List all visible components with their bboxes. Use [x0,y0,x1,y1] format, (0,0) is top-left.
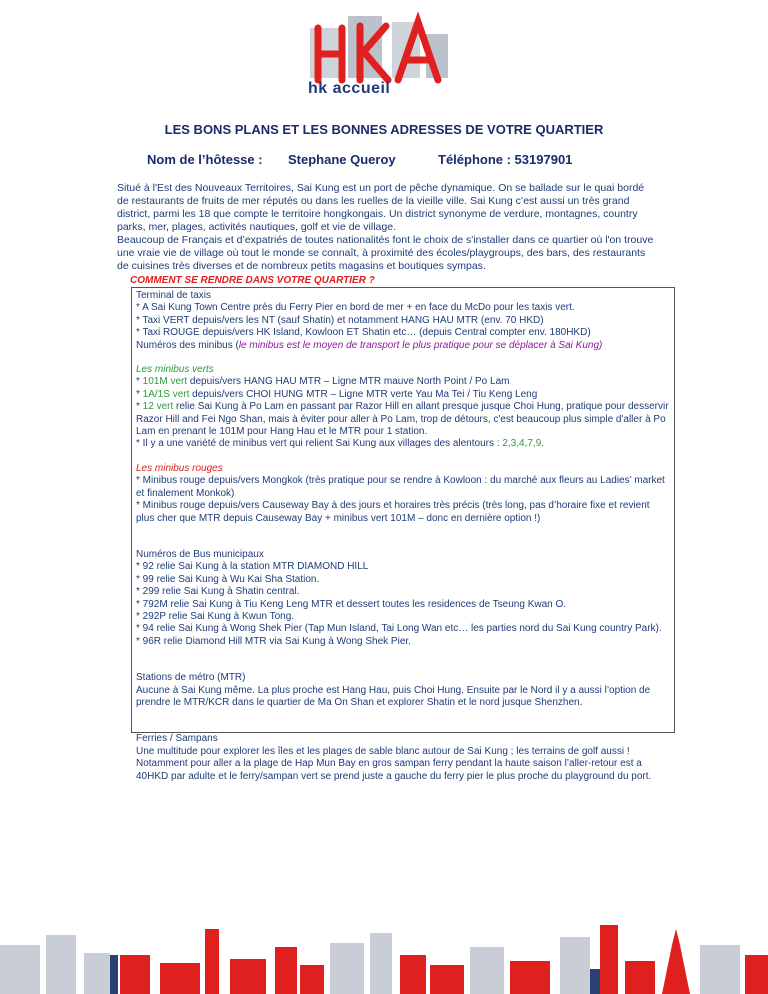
taxi-line: * Taxi ROUGE depuis/vers HK Island, Kowloon ET Shatin etc… (depuis Central compter env. 180HKD) [136,327,591,339]
hostess-phone: Téléphone : 53197901 [438,152,573,167]
green-minibus-line: * 12 vert relie Sai Kung à Po Lam en passant par Razor Hill en allant presque jusque Choi Hung, pratique pour desservir Razor Hill and Fei Ngo Shan, mais à éviter pour aller à Po Lam, trop de détours, c'est beaucoup plus simple d'aller à Po Lam en prenant le 101M pour Hang Hau et le MTR pour 1 station. [136,401,669,438]
minibus-intro [136,340,670,352]
section-heading: COMMENT SE RENDRE DANS VOTRE QUARTIER ? [130,275,375,286]
skyline-footer-image [0,925,768,994]
hka-logo-graphic [300,8,460,88]
red-minibus-line: * Minibus rouge depuis/vers Mongkok (très pratique pour se rendre à Kowloon : du marché aux fleurs au Ladies’ market et finalement Monkok) [136,475,665,499]
route-text: relie Sai Kung à Po Lam en passant par Razor Hill en allant presque jusque Choi Hung, pratique pour desservir Razor Hill and Fei Ngo Shan, mais à éviter pour aller à Po Lam, trop de détours, c'est beaucoup plus simple d'aller à Po Lam en prenant le 101M pour Hang Hau et le MTR pour 1 station. [136,401,669,438]
bus-title: Numéros de Bus municipaux [136,548,264,560]
minibus-note: le minibus est le moyen de transport le plus pratique pour se déplacer à Sai Kung) [238,339,603,351]
route-code: 1A/1S vert [142,388,190,400]
ferry-text: Une multitude pour explorer les îles et les plages de sable blanc autour de Sai Kung ; les terrains de golf aussi ! Notamment pour aller a la plage de Hap Mun Bay en gros sampan ferry pendant la haute saison l’aller-retour est a 40HKD par adulte et le ferry/sampan vert se prend juste a gauche du ferry pier le plus proche du playground du port. [136,745,652,782]
hostess-name: Stephane Queroy [288,152,396,167]
bus-line: * 292P relie Sai Kung à Kwun Tong. [136,610,295,622]
taxi-title: Terminal de taxis [136,290,212,301]
logo-text: hk accueil [308,80,391,97]
intro-paragraph: Situé à l'Est des Nouveaux Territoires, Sai Kung est un port de pêche dynamique. On se ballade sur le quai bordé de restaurants de fruits de mer réputés ou dans les ruelles de la vieille ville. Sai Kung c’est aussi un très grand district, parmi les 18 que compte le territoire hongkongais. Un district synonyme de verdure, montagnes, country parks, mer, plages, activités nautiques, golf et vie de village. [117,182,645,233]
green-minibus-line [136,438,670,450]
bus-line: * 792M relie Sai Kung à Tiu Keng Leng MTR et dessert toutes les residences de Tseung Kwan O. [136,598,567,610]
minibus-intro-label: Numéros des minibus ( [136,339,239,351]
bus-line: * 94 relie Sai Kung à Wong Shek Pier (Tap Mun Island, Tai Long Wan etc… les parties nord du Sai Kung country Park). [136,623,662,635]
transport-info-box [131,287,675,782]
ferry-title: Ferries / Sampans [136,733,218,745]
route-code: 101M vert [142,376,188,388]
intro-paragraph: Beaucoup de Français et d’expatriés de toutes nationalités font le choix de s'installer dans ce quartier où l'on trouve une vraie vie de village où tout le monde se connaît, à proximité des écoles/playgroups, des bars, des restaurants de cuisines très diverses et de nombreux petits magasins et boutiques sympas. [117,234,654,272]
page-title: LES BONS PLANS ET LES BONNES ADRESSES DE VOTRE QUARTIER [164,122,604,137]
route-codes: 2,3,4,7,9. [502,438,545,450]
green-minibus-line: * 1A/1S vert depuis/vers CHOI HUNG MTR – Ligne MTR verte Yau Ma Tei / Tiu Keng Leng [136,388,538,400]
route-text: depuis/vers CHOI HUNG MTR – Ligne MTR verte Yau Ma Tei / Tiu Keng Leng [189,388,538,400]
bus-line: * 92 relie Sai Kung à la station MTR DIAMOND HILL [136,561,369,573]
bus-line: * 299 relie Sai Kung à Shatin central. [136,586,300,598]
route-text: * Il y a une variété de minibus vert qui relient Sai Kung aux villages des alentours : [136,438,503,450]
route-code: 12 vert [142,401,174,413]
taxi-line: * A Sai Kung Town Centre près du Ferry Pier en bord de mer + en face du McDo pour les taxis vert. [136,302,575,314]
green-minibus-title: Les minibus verts [136,364,214,376]
route-text: depuis/vers HANG HAU MTR – Ligne MTR mauve North Point / Po Lam [187,376,510,388]
bus-line: * 96R relie Diamond Hill MTR via Sai Kung à Wong Shek Pier. [136,635,411,647]
red-minibus-title: Les minibus rouges [136,462,223,474]
taxi-line: * Taxi VERT depuis/vers les NT (sauf Shatin) et notamment HANG HAU MTR (env. 70 HKD) [136,314,544,326]
green-minibus-line: * 101M vert depuis/vers HANG HAU MTR – Ligne MTR mauve North Point / Po Lam [136,376,510,388]
mtr-title: Stations de métro (MTR) [136,672,246,684]
red-minibus-line: * Minibus rouge depuis/vers Causeway Bay à des jours et horaires très précis (très long, pas d’horaire fixe et revient plus cher que MTR depuis Causeway Bay + minibus vert 101M – donc en dernière option !) [136,500,650,524]
mtr-text: Aucune à Sai Kung même. La plus proche est Hang Hau, puis Choi Hung. Ensuite par le Nord il y a aussi l’option de prendre le MTR/KCR dans le quartier de Ma On Shan et explorer Shatin et le nord jusque Shenzhen. [136,684,651,708]
intro-text [117,182,657,273]
hostess-label: Nom de l’hôtesse : [147,152,263,167]
bus-line: * 99 relie Sai Kung à Wu Kai Sha Station. [136,573,320,585]
